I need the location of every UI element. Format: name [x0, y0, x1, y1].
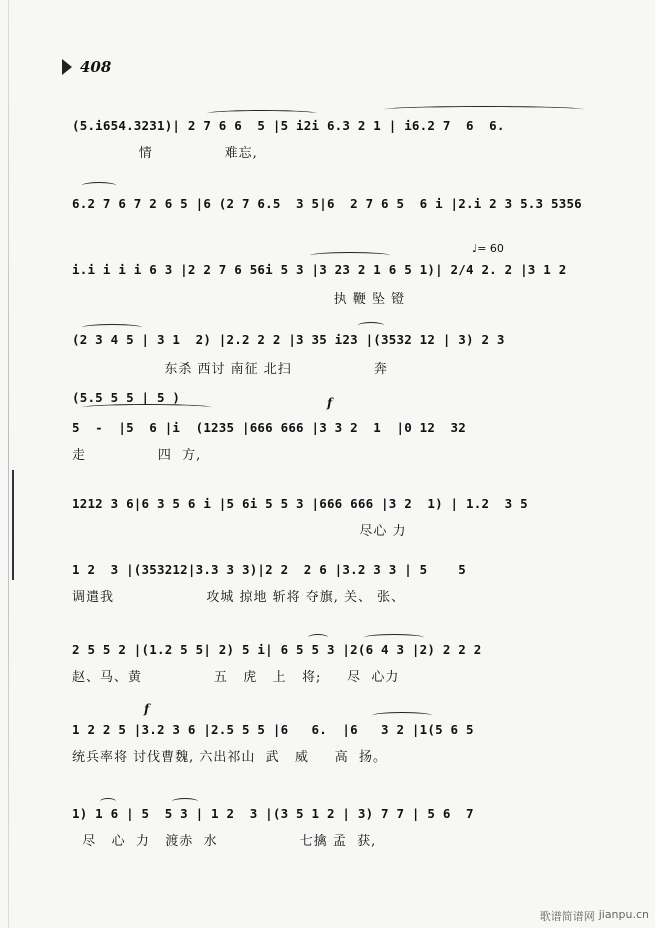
lyrics-line: 尽 心 力 渡赤 水 七擒 孟 获, [72, 834, 377, 849]
notation-line: (2 3 4 5 | 3 1 2) |2.2 2 2 |3 35 i23 |(3532 12 | 3) 2 3 [72, 332, 505, 347]
lyrics-line: 执 鞭 坠 镫 [72, 292, 406, 307]
slur [310, 252, 390, 259]
dynamic-marking: f [144, 702, 150, 716]
lyrics-line: 统兵率将 讨伐曹魏, 六出祁山 武 威 高 扬。 [72, 750, 387, 765]
notation-line: 1212 3 6|6 3 5 6 i |5 6i 5 5 3 |666 666 |3 2 1) | 1.2 3 5 [72, 496, 528, 511]
slur [172, 798, 198, 805]
slur [372, 712, 432, 719]
slur [308, 634, 328, 641]
lyrics-line: 调遣我 攻城 掠地 斩将 夺旗, 关、 张、 [72, 590, 406, 605]
lyrics-line: 赵、马、黄 五 虎 上 将; 尽 心力 [72, 670, 400, 685]
notation-line: (5.i654.3231)| 2 7 6 6 5 |5 i2i 6.3 2 1 | i6.2 7 6 6. [72, 118, 505, 133]
slur [82, 404, 212, 411]
slur [384, 106, 584, 113]
notation-line: 6.2 7 6 7 2 6 5 |6 (2 7 6.5 3 5|6 2 7 6 5 6 i |2.i 2 3 5.3 5356 [72, 196, 582, 211]
slur [100, 798, 116, 805]
lyrics-line: 走 四 方, [72, 448, 202, 463]
slur [358, 322, 384, 329]
notation-line: 1) 1 6 | 5 5 3 | 1 2 3 |(3 5 1 2 | 3) 7 7 | 5 6 7 [72, 806, 474, 821]
page-margin-mark [12, 470, 14, 580]
notation-line: 5 - |5 6 |i (1235 |666 666 |3 3 2 1 |0 12 32 [72, 420, 467, 435]
site-watermark [540, 908, 649, 924]
slur [82, 324, 142, 331]
page-header [62, 58, 111, 76]
page-number: 408 [80, 58, 112, 76]
slur [364, 634, 424, 641]
lyrics-line: 尽心 力 [72, 524, 407, 539]
tempo-marking: ♩= 60 [472, 242, 504, 255]
watermark-url: jianpu.cn [598, 908, 649, 921]
page-marker-icon [62, 59, 72, 75]
notation-line: 1 2 2 5 |3.2 3 6 |2.5 5 5 |6 6. |6 3 2 |1(5 6 5 [72, 722, 474, 737]
watermark-text: 歌谱简谱网 [539, 910, 595, 923]
notation-line: i.i i i i 6 3 |2 2 7 6 56i 5 3 |3 23 2 1 6 5 1)| 2/4 2. 2 |3 1 2 [72, 262, 567, 277]
lyrics-line: 东杀 西讨 南征 北扫 奔 [72, 362, 388, 377]
slur [82, 182, 116, 189]
dynamic-marking: f [327, 396, 333, 410]
page-spine [8, 0, 9, 928]
slur [207, 110, 317, 117]
notation-upper-line: (5.5 5 5 | 5 ) [72, 390, 181, 405]
notation-line: 2 5 5 2 |(1.2 5 5| 2) 5 i| 6 5 5 3 |2(6 4 3 |2) 2 2 2 [72, 642, 482, 657]
notation-line: 1 2 3 |(353212|3.3 3 3)|2 2 2 6 |3.2 3 3 | 5 5 [72, 562, 467, 577]
lyrics-line: 情 难忘, [72, 146, 258, 161]
